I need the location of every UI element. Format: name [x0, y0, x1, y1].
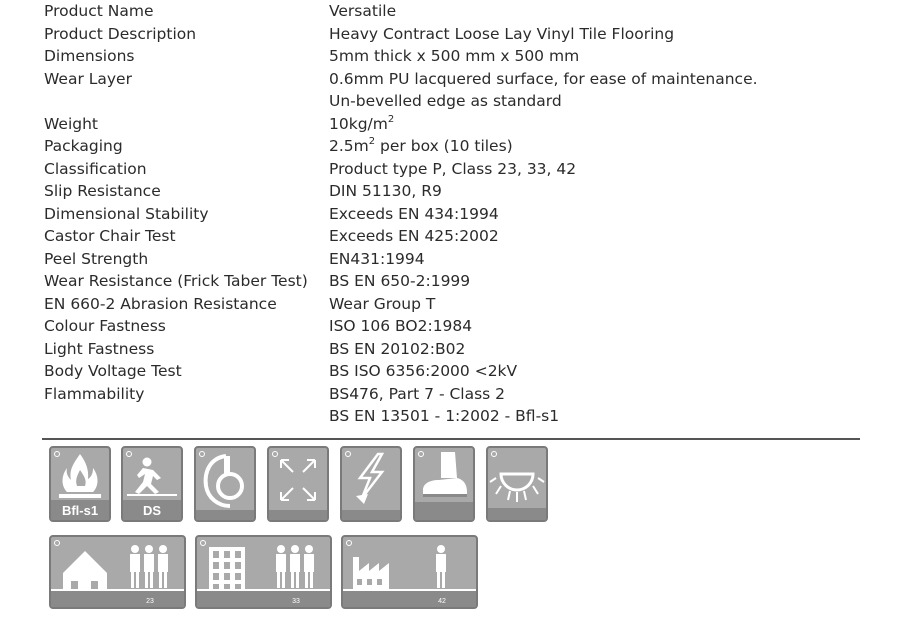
spec-row [0, 405, 906, 427]
spec-value: BS EN 20102:B02 [329, 340, 466, 358]
spec-row [0, 45, 906, 67]
class-23-label: 23 [146, 598, 154, 605]
spec-value: ISO 106 BO2:1984 [329, 317, 473, 335]
spec-row [0, 360, 906, 382]
spec-row [0, 68, 906, 90]
spec-row [0, 248, 906, 270]
spec-label: Packaging [44, 137, 123, 155]
spec-value: Heavy Contract Loose Lay Vinyl Tile Flooring [329, 25, 675, 43]
superscript: 2 [368, 135, 376, 147]
dimensional-stability-icon [121, 446, 183, 522]
superscript: 2 [387, 113, 395, 125]
class-33-label: 33 [292, 598, 300, 605]
spec-label: Colour Fastness [44, 317, 166, 335]
spec-value: Wear Group T [329, 295, 436, 313]
packaging-value-after: per box (10 tiles) [375, 137, 513, 155]
spec-label: Wear Resistance (Frick Taber Test) [44, 272, 308, 290]
spec-value [329, 135, 513, 157]
light-fastness-sun-icon [486, 446, 548, 522]
spec-row [0, 293, 906, 315]
spec-label: Dimensional Stability [44, 205, 209, 223]
spec-value [329, 113, 394, 135]
dimensions-arrows-icon [267, 446, 329, 522]
spec-row [0, 315, 906, 337]
spec-label: Light Fastness [44, 340, 155, 358]
packaging-value: 2.5m [329, 137, 369, 155]
spec-value: BS476, Part 7 - Class 2 [329, 385, 506, 403]
spec-value: BS EN 650-2:1999 [329, 272, 471, 290]
spec-value: Exceeds EN 434:1994 [329, 205, 499, 223]
spec-label: Peel Strength [44, 250, 149, 268]
spec-value: Un-bevelled edge as standard [329, 92, 562, 110]
spec-label: Product Name [44, 2, 154, 20]
spec-value: BS EN 13501 - 1:2002 - Bfl-s1 [329, 407, 560, 425]
spec-row [0, 180, 906, 202]
spec-label: Classification [44, 160, 147, 178]
class-42-industrial-icon [341, 535, 478, 609]
spec-value: DIN 51130, R9 [329, 182, 442, 200]
spec-value: EN431:1994 [329, 250, 425, 268]
spec-row [0, 383, 906, 405]
fire-rating-label: Bfl-s1 [61, 503, 99, 518]
spec-label: Body Voltage Test [44, 362, 182, 380]
spec-row [0, 113, 906, 135]
spec-value: 0.6mm PU lacquered surface, for ease of maintenance. [329, 70, 758, 88]
class-23-residential-icon [49, 535, 186, 609]
divider [42, 438, 860, 440]
body-voltage-lightning-icon [340, 446, 402, 522]
spec-value: BS ISO 6356:2000 <2kV [329, 362, 518, 380]
spec-label: Weight [44, 115, 99, 133]
class-33-commercial-icon [195, 535, 332, 609]
spec-row [0, 270, 906, 292]
spec-label: EN 660-2 Abrasion Resistance [44, 295, 277, 313]
castor-chair-icon [194, 446, 256, 522]
spec-label: Wear Layer [44, 70, 132, 88]
class-42-label: 42 [438, 598, 446, 605]
spec-label: Dimensions [44, 47, 135, 65]
fire-rating-icon [49, 446, 111, 522]
spec-label: Castor Chair Test [44, 227, 176, 245]
spec-row [0, 23, 906, 45]
spec-value: 5mm thick x 500 mm x 500 mm [329, 47, 580, 65]
spec-label: Product Description [44, 25, 197, 43]
spec-row [0, 203, 906, 225]
ds-label: DS [142, 503, 162, 518]
spec-row [0, 90, 906, 112]
spec-label: Slip Resistance [44, 182, 161, 200]
spec-value: Versatile [329, 2, 397, 20]
shoe-slip-icon [413, 446, 475, 522]
spec-row [0, 0, 906, 22]
spec-label: Flammability [44, 385, 145, 403]
spec-row [0, 158, 906, 180]
spec-row [0, 135, 906, 157]
spec-row [0, 225, 906, 247]
weight-value: 10kg/m [329, 115, 388, 133]
spec-value: Product type P, Class 23, 33, 42 [329, 160, 577, 178]
spec-value: Exceeds EN 425:2002 [329, 227, 499, 245]
spec-row [0, 338, 906, 360]
